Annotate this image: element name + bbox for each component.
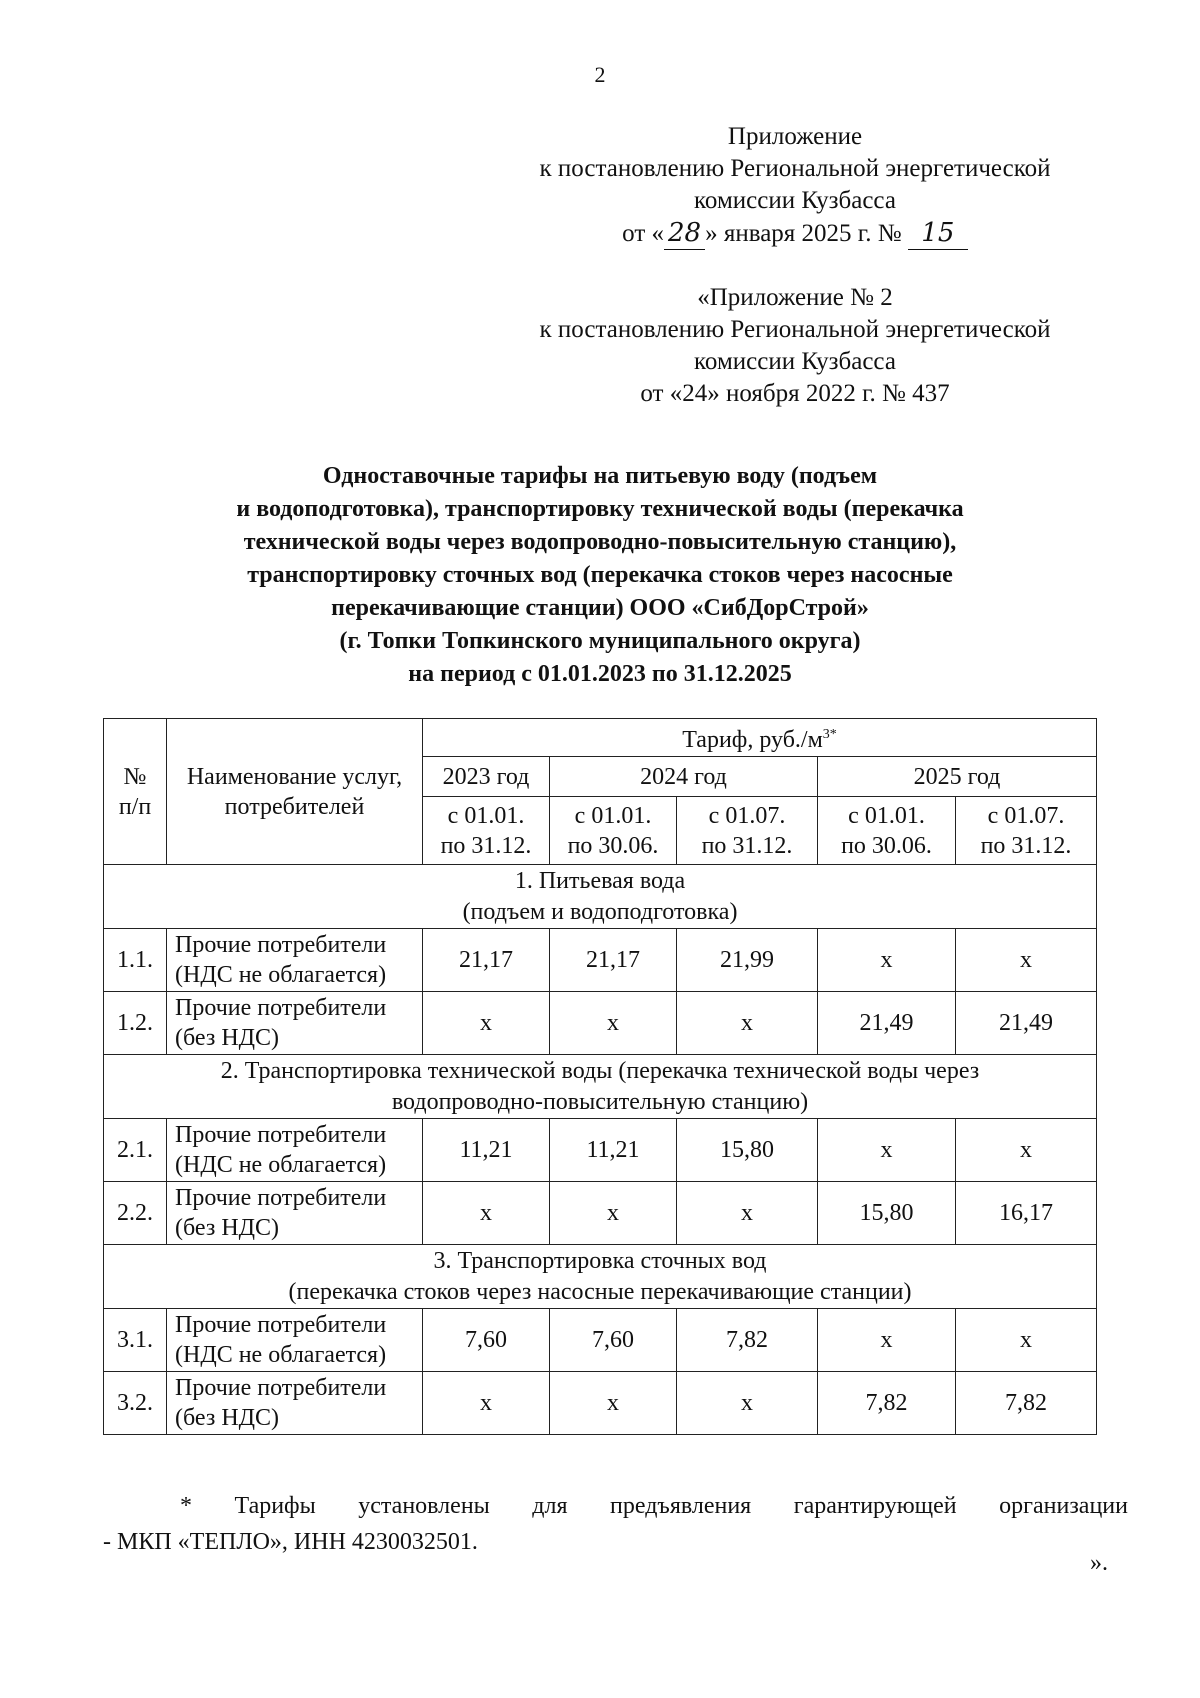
section-title: 1. Питьевая вода (подъем и водоподготовка) <box>104 865 1097 929</box>
col-number-header: № п/п <box>104 719 167 865</box>
tariff-value: х <box>818 1119 956 1182</box>
appendix-date-line: от « 28 » января 2025 г. № 15 <box>470 217 1120 250</box>
page-number: 2 <box>594 62 606 87</box>
tariff-value: х <box>818 1309 956 1372</box>
table-row <box>104 1119 1097 1182</box>
title-line: (г. Топки Топкинского муниципального округа) <box>339 628 861 654</box>
tariff-value: 16,17 <box>956 1182 1097 1245</box>
original-commission-line: комиссии Кузбасса <box>694 348 896 375</box>
tariff-value: х <box>423 1372 550 1435</box>
table-row <box>104 992 1097 1055</box>
handwritten-day: 28 <box>664 217 705 250</box>
row-number: 3.2. <box>104 1372 167 1435</box>
tariff-value: х <box>550 1182 677 1245</box>
period-header: с 01.01. по 30.06. <box>550 797 677 865</box>
document-title <box>150 460 1050 691</box>
tariff-value: х <box>423 992 550 1055</box>
tariff-value: х <box>677 992 818 1055</box>
tariff-value: х <box>550 1372 677 1435</box>
period-header: с 01.07. по 31.12. <box>677 797 818 865</box>
row-name: Прочие потребители (без НДС) <box>167 992 423 1055</box>
section-title: 2. Транспортировка технической воды (перекачка технической воды через водопроводно-повысительную станцию) <box>104 1055 1097 1119</box>
tariff-value: 21,49 <box>956 992 1097 1055</box>
tariff-value: 21,17 <box>423 929 550 992</box>
appendix-current-header <box>470 121 1120 250</box>
tariff-value: 7,82 <box>956 1372 1097 1435</box>
row-number: 3.1. <box>104 1309 167 1372</box>
tariff-value: 15,80 <box>677 1119 818 1182</box>
period-header: с 01.01. по 31.12. <box>423 797 550 865</box>
title-line: и водоподготовка), транспортировку технической воды (перекачка <box>236 496 964 522</box>
tariff-value: х <box>677 1182 818 1245</box>
row-number: 2.2. <box>104 1182 167 1245</box>
handwritten-number: 15 <box>908 217 968 250</box>
year-2025-header: 2025 год <box>818 757 1097 797</box>
tariff-value: 21,99 <box>677 929 818 992</box>
row-number: 2.1. <box>104 1119 167 1182</box>
tariff-value: 11,21 <box>550 1119 677 1182</box>
col-name-header: Наименование услуг, потребителей <box>167 719 423 865</box>
closing-quote-mark: ». <box>1090 1550 1108 1576</box>
row-name: Прочие потребители (НДС не облагается) <box>167 1309 423 1372</box>
title-line: Одноставочные тарифы на питьевую воду (подъем <box>322 463 878 489</box>
footnote-line: - МКП «ТЕПЛО», ИНН 4230032501. <box>103 1529 478 1555</box>
tariff-value: х <box>677 1372 818 1435</box>
tariff-value: 21,49 <box>818 992 956 1055</box>
original-date-line: от «24» ноября 2022 г. № 437 <box>640 380 950 407</box>
table-row <box>104 929 1097 992</box>
title-line: технической воды через водопроводно-повысительную станцию), <box>243 529 957 555</box>
row-name: Прочие потребители (без НДС) <box>167 1182 423 1245</box>
tariff-value: 7,60 <box>550 1309 677 1372</box>
appendix-commission-line: комиссии Кузбасса <box>694 187 896 214</box>
appendix-title: Приложение <box>727 123 863 150</box>
row-name: Прочие потребители (НДС не облагается) <box>167 1119 423 1182</box>
row-name: Прочие потребители (без НДС) <box>167 1372 423 1435</box>
appendix-original-header <box>470 282 1120 410</box>
year-2023-header: 2023 год <box>423 757 550 797</box>
tariff-value: х <box>956 1119 1097 1182</box>
footnote <box>103 1488 1128 1560</box>
period-header: с 01.07. по 31.12. <box>956 797 1097 865</box>
original-appendix-title: «Приложение № 2 <box>697 284 893 311</box>
appendix-resolution-line: к постановлению Региональной энергетической <box>539 155 1051 182</box>
row-number: 1.2. <box>104 992 167 1055</box>
tariff-value: х <box>423 1182 550 1245</box>
original-resolution-line: к постановлению Региональной энергетической <box>539 316 1051 343</box>
title-line: транспортировку сточных вод (перекачка стоков через насосные <box>247 562 953 588</box>
row-number: 1.1. <box>104 929 167 992</box>
title-line: на период с 01.01.2023 по 31.12.2025 <box>408 661 792 687</box>
tariff-header: Тариф, $руб./м^{3*}$ <box>423 719 1097 757</box>
tariffs-table <box>103 718 1097 1435</box>
table-row <box>104 1182 1097 1245</box>
period-header: с 01.01. по 30.06. <box>818 797 956 865</box>
footnote-line: * Тарифы установлены для предъявления гарантирующей организации <box>180 1493 1128 1519</box>
tariff-value: х <box>956 1309 1097 1372</box>
tariff-value: 15,80 <box>818 1182 956 1245</box>
tariff-value: 11,21 <box>423 1119 550 1182</box>
tariff-value: х <box>818 929 956 992</box>
section-title: 3. Транспортировка сточных вод (перекачка стоков через насосные перекачивающие станции) <box>104 1245 1097 1309</box>
tariff-value: х <box>956 929 1097 992</box>
year-2024-header: 2024 год <box>550 757 818 797</box>
tariff-value: х <box>550 992 677 1055</box>
tariff-value: 7,82 <box>818 1372 956 1435</box>
title-line: перекачивающие станции) ООО «СибДорСтрой» <box>331 595 869 621</box>
tariff-value: 7,82 <box>677 1309 818 1372</box>
row-name: Прочие потребители (НДС не облагается) <box>167 929 423 992</box>
tariff-value: 21,17 <box>550 929 677 992</box>
table-row <box>104 1309 1097 1372</box>
table-row <box>104 1372 1097 1435</box>
tariff-value: 7,60 <box>423 1309 550 1372</box>
